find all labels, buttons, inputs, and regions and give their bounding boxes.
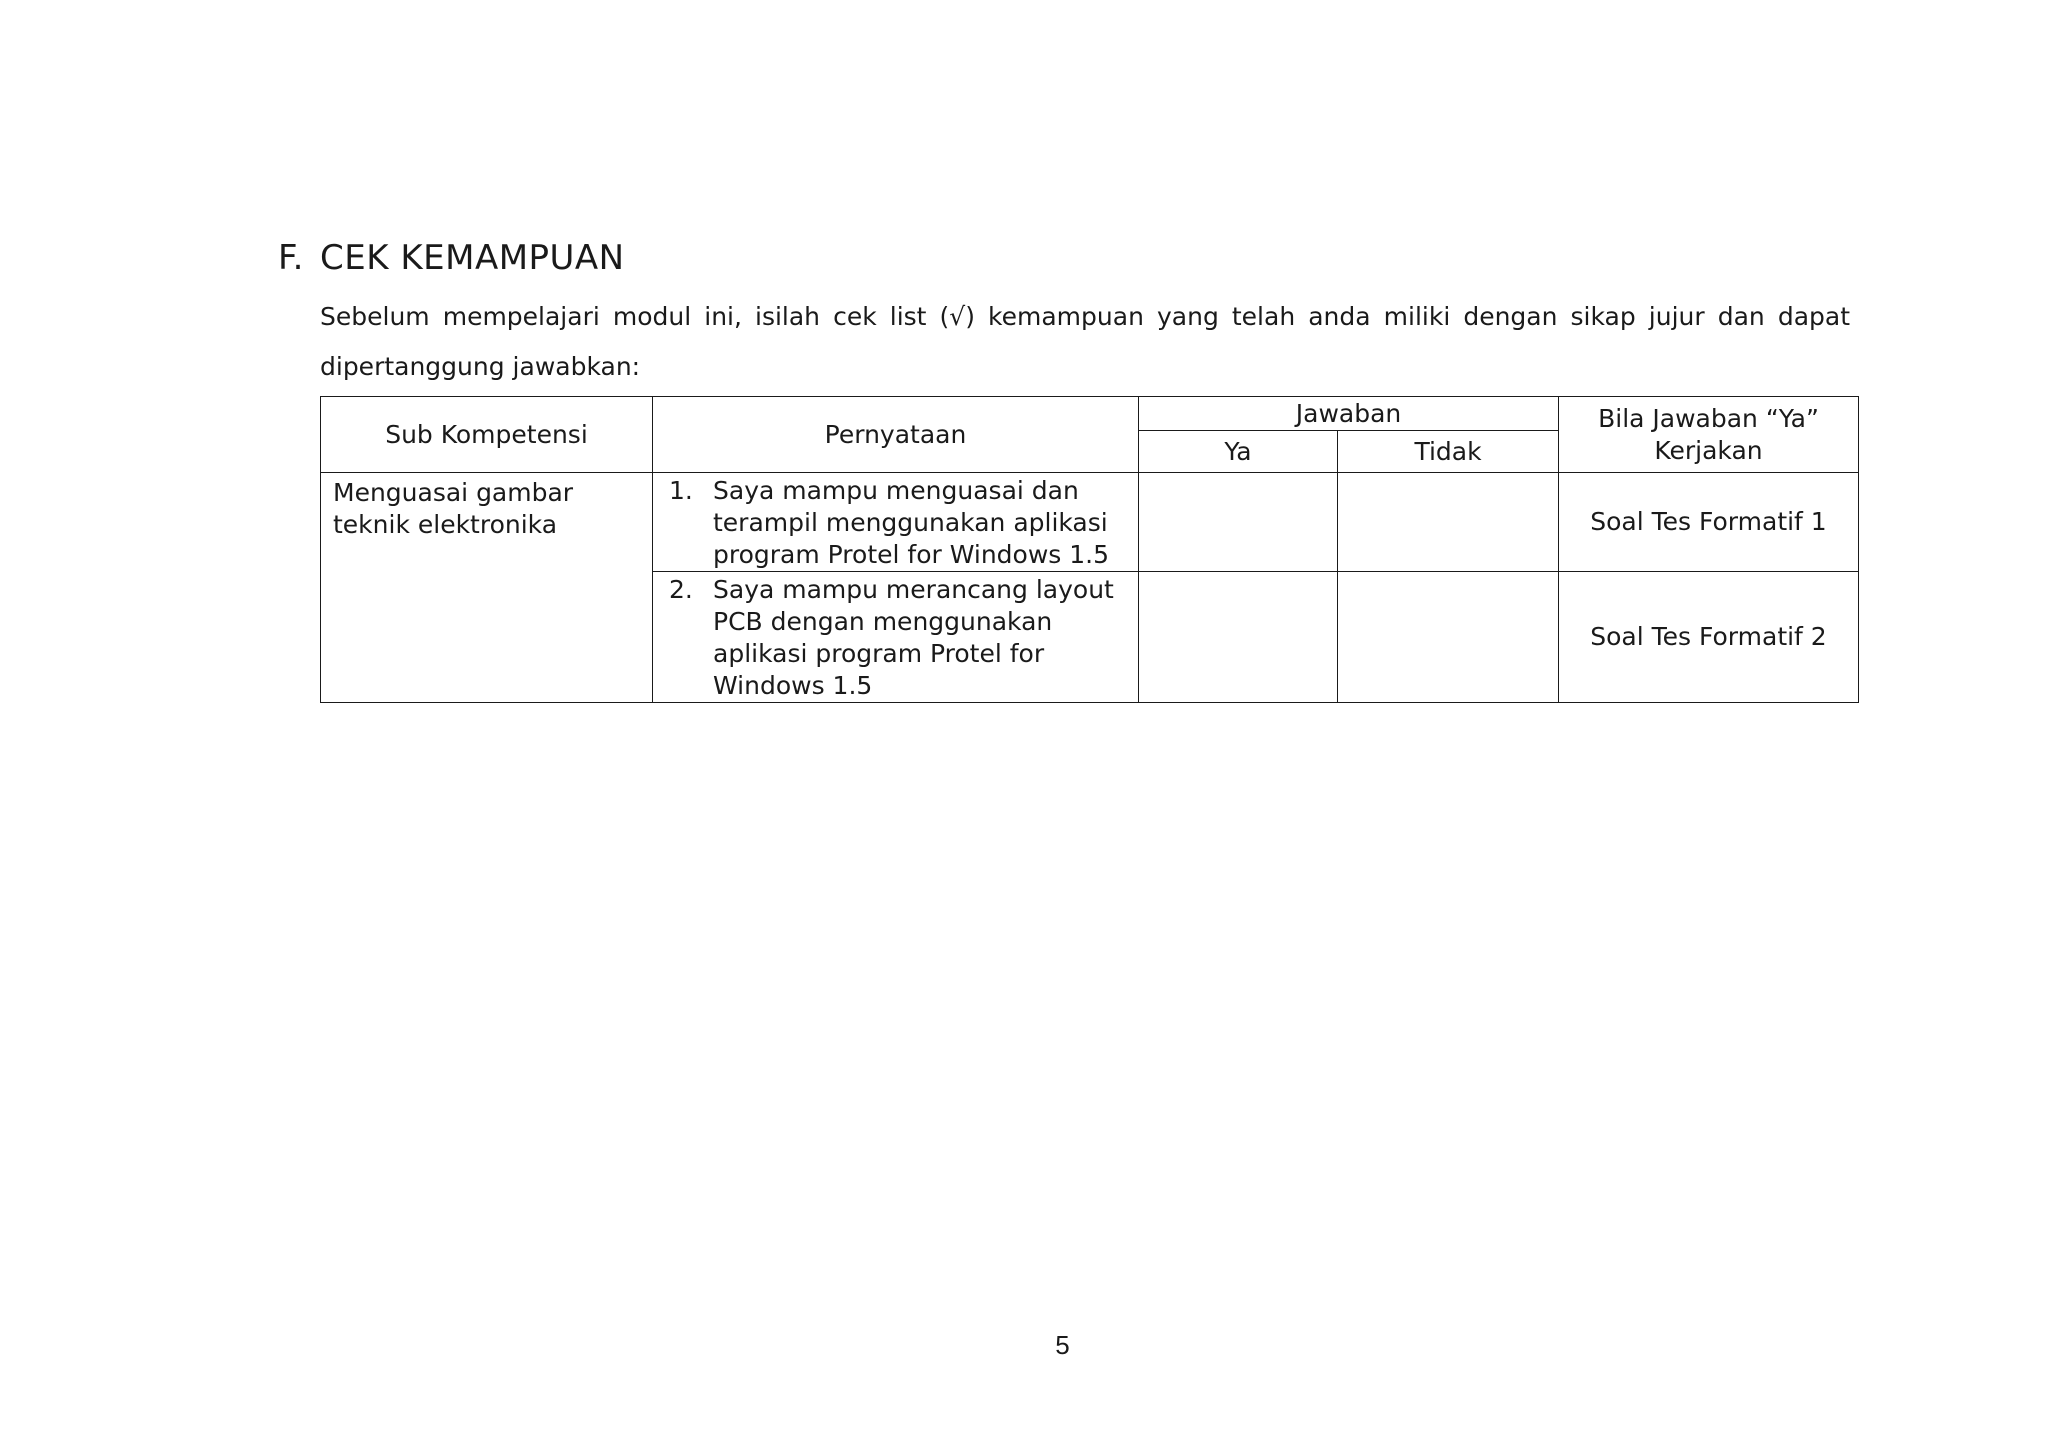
header-bila-jawaban-line2: Kerjakan: [1654, 435, 1763, 465]
statement-number: 2.: [669, 575, 693, 604]
pernyataan-cell: [653, 572, 1139, 703]
intro-text-line-1: Sebelum mempelajari modul ini, isilah cek list (√) kemampuan yang telah anda miliki dengan sikap jujur dan dapat: [320, 302, 1850, 331]
section-heading: [278, 238, 625, 278]
sub-kompetensi-cell: Menguasai gambar teknik elektronika: [321, 473, 653, 703]
tidak-checkbox-cell[interactable]: [1338, 572, 1559, 703]
table-row: [321, 473, 1859, 572]
statement-text: Saya mampu menguasai dan terampil menggunakan aplikasi program Protel for Windows 1.5: [713, 476, 1110, 569]
pernyataan-cell: [653, 473, 1139, 572]
header-tidak: Tidak: [1338, 431, 1559, 473]
header-jawaban: Jawaban: [1139, 397, 1559, 431]
ya-checkbox-cell[interactable]: [1139, 572, 1338, 703]
ya-checkbox-cell[interactable]: [1139, 473, 1338, 572]
header-ya: Ya: [1139, 431, 1338, 473]
tidak-checkbox-cell[interactable]: [1338, 473, 1559, 572]
statement-number: 1.: [669, 476, 693, 505]
header-bila-jawaban: [1559, 397, 1859, 473]
kerjakan-cell: Soal Tes Formatif 2: [1559, 572, 1859, 703]
page-number: 5: [1055, 1330, 1070, 1360]
section-title: CEK KEMAMPUAN: [320, 238, 625, 278]
header-pernyataan: Pernyataan: [653, 397, 1139, 473]
intro-text-line-2: dipertanggung jawabkan:: [320, 352, 641, 381]
statement-text: Saya mampu merancang layout PCB dengan menggunakan aplikasi program Protel for Windows 1.5: [713, 575, 1114, 700]
kerjakan-cell: Soal Tes Formatif 1: [1559, 473, 1859, 572]
header-bila-jawaban-line1: Bila Jawaban “Ya”: [1598, 403, 1819, 433]
section-number: F.: [278, 238, 304, 278]
cek-kemampuan-table: [320, 396, 1859, 703]
header-sub-kompetensi: Sub Kompetensi: [321, 397, 653, 473]
